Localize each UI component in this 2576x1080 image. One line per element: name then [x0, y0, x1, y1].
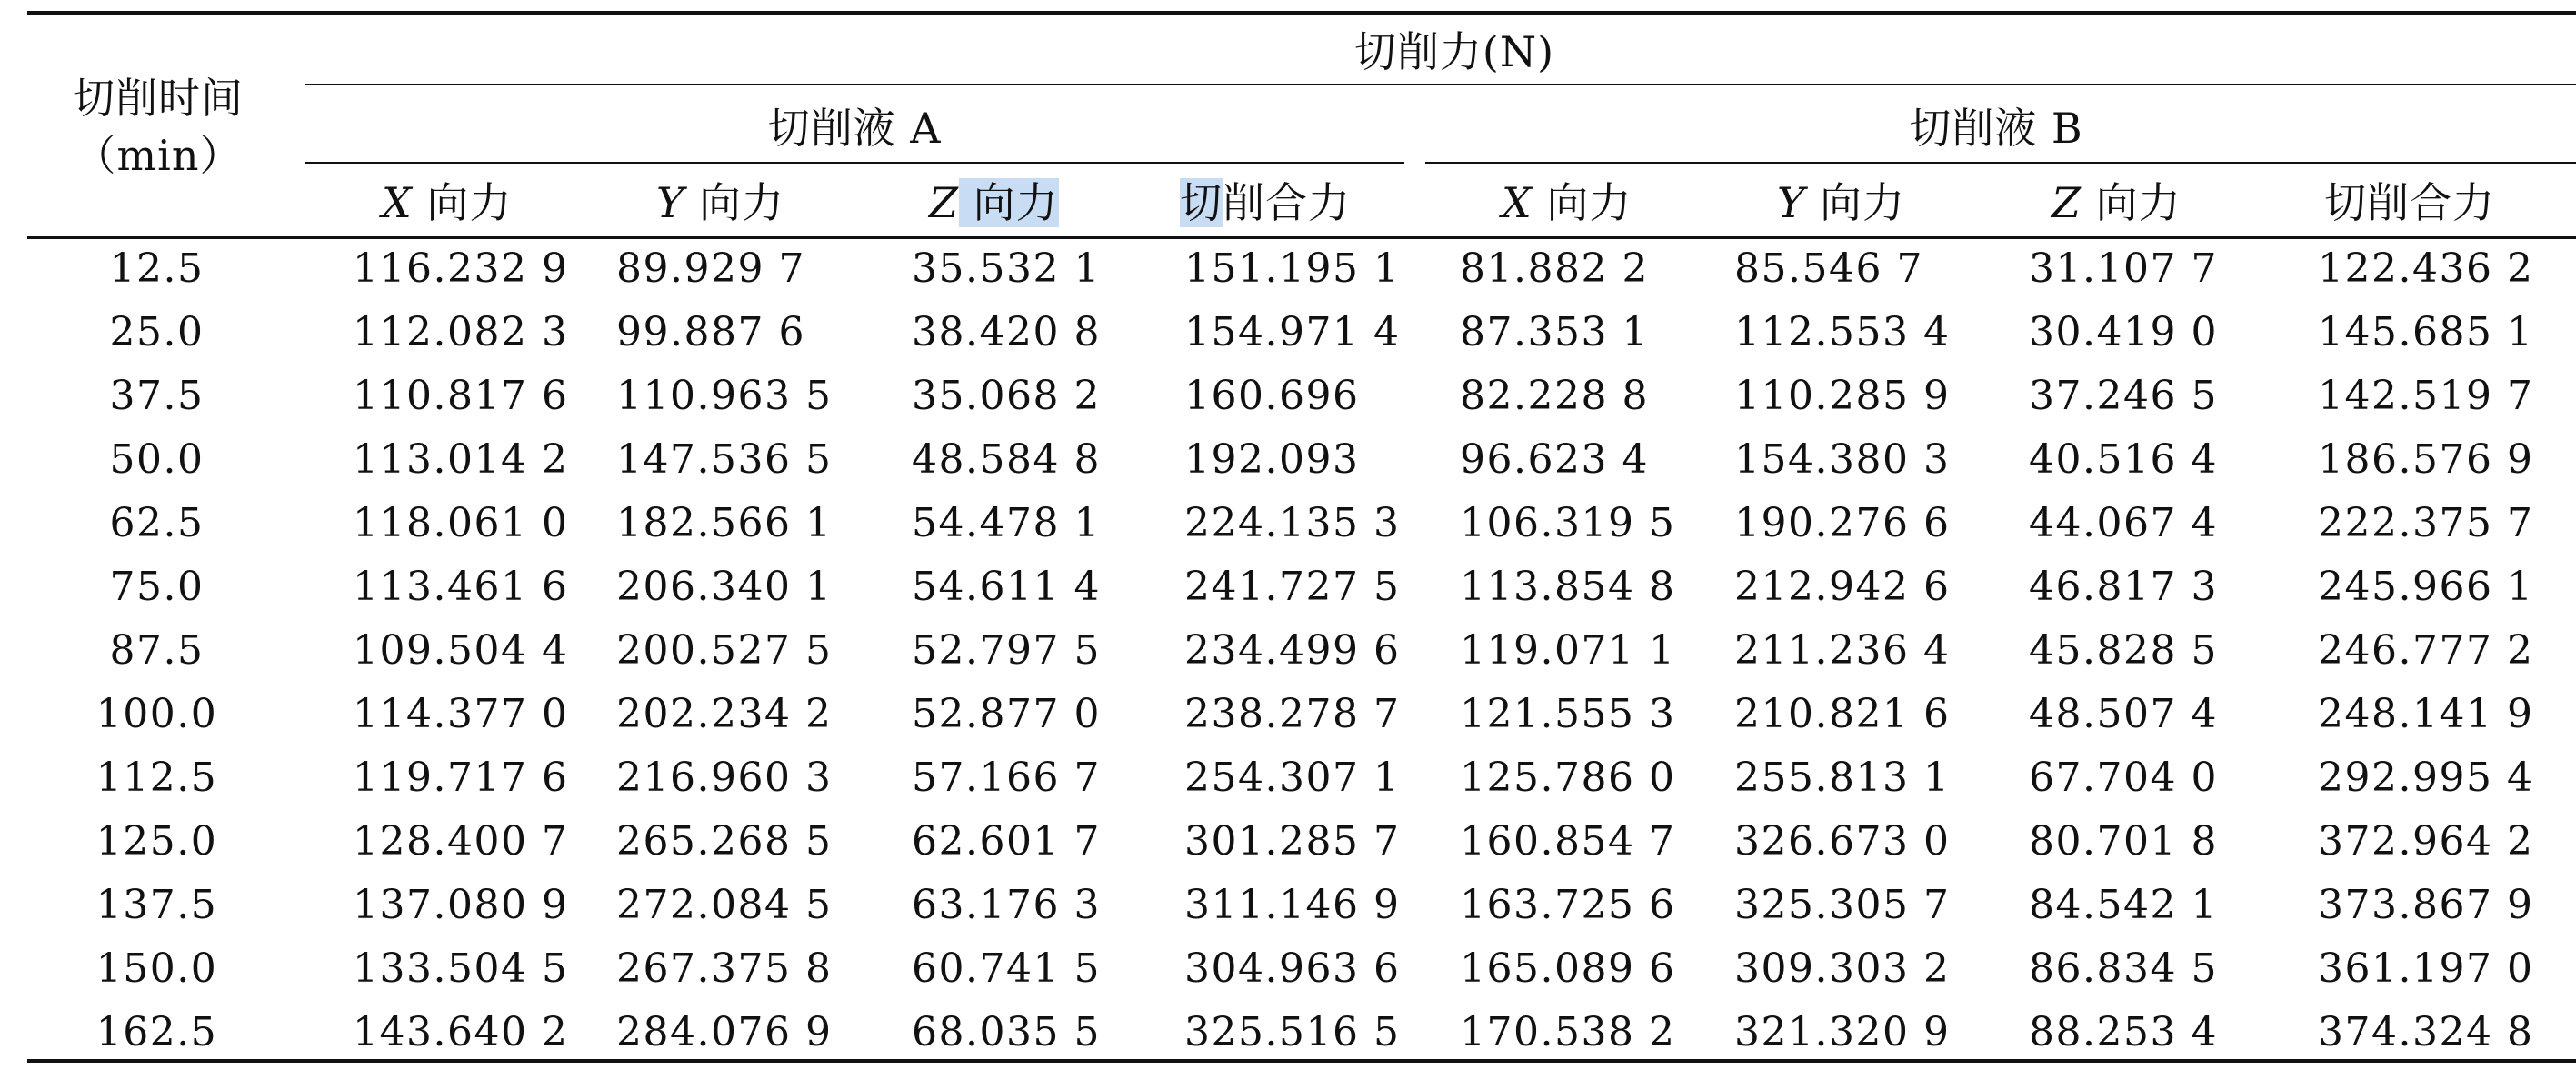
- cell-b-y: 154.380 3: [1734, 436, 1951, 483]
- cell-b-x: 121.555 3: [1460, 691, 1676, 737]
- cell-a-y: 182.566 1: [616, 500, 833, 546]
- cell-b-y: 210.821 6: [1734, 691, 1951, 737]
- cell-time: 100.0: [95, 691, 218, 737]
- cell-a-x: 113.014 2: [353, 436, 569, 483]
- cell-b-resultant: 186.576 9: [2318, 436, 2534, 483]
- axis-label: X: [382, 178, 413, 227]
- cell-time: 162.5: [95, 1009, 218, 1055]
- cell-b-x: 160.854 7: [1460, 818, 1676, 865]
- cell-a-resultant: 234.499 6: [1184, 627, 1401, 674]
- cell-a-y: 200.527 5: [616, 627, 833, 674]
- cell-a-x: 143.640 2: [353, 1009, 569, 1055]
- cell-b-z: 84.542 1: [2029, 882, 2218, 928]
- cell-time: 37.5: [109, 373, 205, 419]
- cell-a-y: 216.960 3: [616, 755, 833, 801]
- cell-b-x: 119.071 1: [1460, 627, 1676, 674]
- cell-a-z: 57.166 7: [912, 755, 1101, 801]
- cell-a-y: 267.375 8: [616, 945, 833, 992]
- cell-a-y: 202.234 2: [616, 691, 833, 737]
- cell-a-z: 35.532 1: [912, 245, 1101, 292]
- cell-a-z: 68.035 5: [912, 1009, 1101, 1055]
- cell-b-resultant: 145.685 1: [2318, 309, 2534, 355]
- cell-b-y: 255.813 1: [1734, 755, 1951, 801]
- cell-b-resultant: 372.964 2: [2318, 818, 2534, 865]
- cell-a-z: 38.420 8: [912, 309, 1101, 355]
- cell-b-z: 67.704 0: [2029, 755, 2218, 801]
- subheader-b-z: [2052, 178, 2182, 227]
- cell-a-z: 63.176 3: [912, 882, 1101, 928]
- cell-a-y: 110.963 5: [616, 373, 833, 419]
- force-label: 向力: [412, 178, 513, 227]
- cell-time: 12.5: [109, 245, 205, 292]
- cell-a-resultant: 241.727 5: [1184, 564, 1401, 610]
- cell-a-x: 119.717 6: [353, 755, 569, 801]
- cell-b-x: 163.725 6: [1460, 882, 1676, 928]
- cell-b-x: 165.089 6: [1460, 945, 1676, 992]
- cell-a-z: 35.068 2: [912, 373, 1101, 419]
- corner-header-line1: 切削时间: [73, 74, 244, 123]
- cell-a-z: 62.601 7: [912, 818, 1101, 865]
- resultant-first-char: 切: [1180, 178, 1223, 227]
- subheader-a-resultant: [1180, 178, 1351, 227]
- cell-a-resultant: 325.516 5: [1184, 1009, 1401, 1055]
- axis-label: Z: [929, 178, 959, 227]
- cell-time: 25.0: [109, 309, 205, 355]
- cell-a-z: 52.877 0: [912, 691, 1101, 737]
- top-rule: [27, 11, 2576, 15]
- cell-b-x: 125.786 0: [1460, 755, 1676, 801]
- cell-a-y: 147.536 5: [616, 436, 833, 483]
- subheader-b-resultant: 切削合力: [2324, 178, 2495, 227]
- cell-time: 87.5: [109, 627, 205, 674]
- subheader-a-x: [382, 178, 513, 227]
- cell-a-x: 112.082 3: [353, 309, 569, 355]
- header-bottom-rule: [27, 236, 2576, 239]
- cell-b-resultant: 292.995 4: [2318, 755, 2534, 801]
- force-label: 向力: [1532, 178, 1632, 227]
- cell-a-x: 116.232 9: [353, 245, 569, 292]
- resultant-rest: 削合力: [1223, 178, 1351, 227]
- subheader-b-x: [1502, 178, 1632, 227]
- cell-b-y: 190.276 6: [1734, 500, 1951, 546]
- cell-b-z: 44.067 4: [2029, 500, 2218, 546]
- cell-b-resultant: 374.324 8: [2318, 1009, 2534, 1055]
- cell-a-y: 99.887 6: [616, 309, 805, 355]
- cell-time: 50.0: [109, 436, 205, 483]
- group-rule: [305, 84, 2576, 85]
- cell-a-y: 284.076 9: [616, 1009, 833, 1055]
- cell-a-x: 110.817 6: [353, 373, 569, 419]
- cell-a-resultant: 238.278 7: [1184, 691, 1401, 737]
- cell-a-x: 113.461 6: [353, 564, 569, 610]
- cell-b-y: 212.942 6: [1734, 564, 1951, 610]
- cell-b-y: 110.285 9: [1734, 373, 1951, 419]
- axis-label: Z: [2052, 178, 2082, 227]
- cell-b-y: 211.236 4: [1734, 627, 1951, 674]
- cell-a-z: 60.741 5: [912, 945, 1101, 992]
- cell-b-y: 326.673 0: [1734, 818, 1951, 865]
- cell-b-resultant: 245.966 1: [2318, 564, 2534, 610]
- cell-a-resultant: 304.963 6: [1184, 945, 1401, 992]
- cell-a-resultant: 154.971 4: [1184, 309, 1401, 355]
- cell-a-y: 272.084 5: [616, 882, 833, 928]
- subheader-b-y: [1777, 178, 1905, 227]
- cell-a-z: 54.478 1: [912, 500, 1101, 546]
- subgroup-rule-a: [305, 162, 1404, 164]
- cell-a-resultant: 254.307 1: [1184, 755, 1401, 801]
- cell-a-x: 118.061 0: [353, 500, 569, 546]
- bottom-rule: [27, 1059, 2576, 1063]
- cell-a-resultant: 151.195 1: [1184, 245, 1401, 292]
- cell-time: 150.0: [95, 945, 218, 992]
- cell-b-y: 112.553 4: [1734, 309, 1951, 355]
- cell-b-resultant: 122.436 2: [2318, 245, 2534, 292]
- cell-a-resultant: 301.285 7: [1184, 818, 1401, 865]
- cell-a-z: 54.611 4: [912, 564, 1101, 610]
- cell-time: 75.0: [109, 564, 205, 610]
- cell-a-x: 114.377 0: [353, 691, 569, 737]
- axis-label: X: [1502, 178, 1533, 227]
- cell-b-z: 31.107 7: [2029, 245, 2218, 292]
- group-header-a: 切削液 A: [767, 104, 942, 153]
- force-label: 向力: [1805, 178, 1905, 227]
- cell-time: 137.5: [95, 882, 218, 928]
- corner-header-line2: （min）: [74, 131, 243, 180]
- cell-b-z: 40.516 4: [2029, 436, 2218, 483]
- cell-b-x: 106.319 5: [1460, 500, 1676, 546]
- cell-b-resultant: 222.375 7: [2318, 500, 2534, 546]
- cell-b-resultant: 142.519 7: [2318, 373, 2534, 419]
- cell-b-x: 170.538 2: [1460, 1009, 1676, 1055]
- cell-b-x: 113.854 8: [1460, 564, 1676, 610]
- cell-b-y: 321.320 9: [1734, 1009, 1951, 1055]
- cell-a-resultant: 192.093: [1184, 436, 1360, 483]
- cell-b-y: 325.305 7: [1734, 882, 1951, 928]
- cell-a-x: 133.504 5: [353, 945, 569, 992]
- cell-a-y: 206.340 1: [616, 564, 833, 610]
- force-label-highlighted: 向力: [958, 178, 1059, 227]
- cell-b-x: 87.353 1: [1460, 309, 1649, 355]
- cell-b-y: 309.303 2: [1734, 945, 1951, 992]
- cell-b-z: 30.419 0: [2029, 309, 2218, 355]
- cell-a-x: 137.080 9: [353, 882, 569, 928]
- cell-a-x: 128.400 7: [353, 818, 569, 865]
- subgroup-rule-b: [1425, 162, 2576, 164]
- cell-b-resultant: 361.197 0: [2318, 945, 2534, 992]
- cell-b-z: 45.828 5: [2029, 627, 2218, 674]
- cell-a-y: 265.268 5: [616, 818, 833, 865]
- cell-b-x: 81.882 2: [1460, 245, 1649, 292]
- cell-b-resultant: 246.777 2: [2318, 627, 2534, 674]
- cell-a-z: 48.584 8: [912, 436, 1101, 483]
- cell-b-z: 86.834 5: [2029, 945, 2218, 992]
- cell-a-resultant: 160.696: [1184, 373, 1360, 419]
- axis-label: Y: [656, 178, 685, 227]
- force-label: 向力: [684, 178, 784, 227]
- cell-a-resultant: 224.135 3: [1184, 500, 1401, 546]
- cell-a-resultant: 311.146 9: [1184, 882, 1401, 928]
- cell-time: 62.5: [109, 500, 205, 546]
- cell-time: 125.0: [95, 818, 218, 865]
- cell-b-x: 96.623 4: [1460, 436, 1649, 483]
- cell-a-z: 52.797 5: [912, 627, 1101, 674]
- force-label: 向力: [2081, 178, 2182, 227]
- cell-b-resultant: 248.141 9: [2318, 691, 2534, 737]
- cell-b-resultant: 373.867 9: [2318, 882, 2534, 928]
- top-header: 切削力(N): [1353, 27, 1555, 76]
- subheader-a-z: [929, 178, 1059, 227]
- cell-b-z: 48.507 4: [2029, 691, 2218, 737]
- group-header-b: 切削液 B: [1909, 104, 2083, 153]
- cell-a-x: 109.504 4: [353, 627, 569, 674]
- axis-label: Y: [1777, 178, 1806, 227]
- cell-b-y: 85.546 7: [1734, 245, 1923, 292]
- cell-time: 112.5: [95, 755, 218, 801]
- cell-b-z: 37.246 5: [2029, 373, 2218, 419]
- subheader-a-y: [656, 178, 784, 227]
- cell-b-x: 82.228 8: [1460, 373, 1649, 419]
- cell-a-y: 89.929 7: [616, 245, 805, 292]
- cell-b-z: 88.253 4: [2029, 1009, 2218, 1055]
- cell-b-z: 80.701 8: [2029, 818, 2218, 865]
- cell-b-z: 46.817 3: [2029, 564, 2218, 610]
